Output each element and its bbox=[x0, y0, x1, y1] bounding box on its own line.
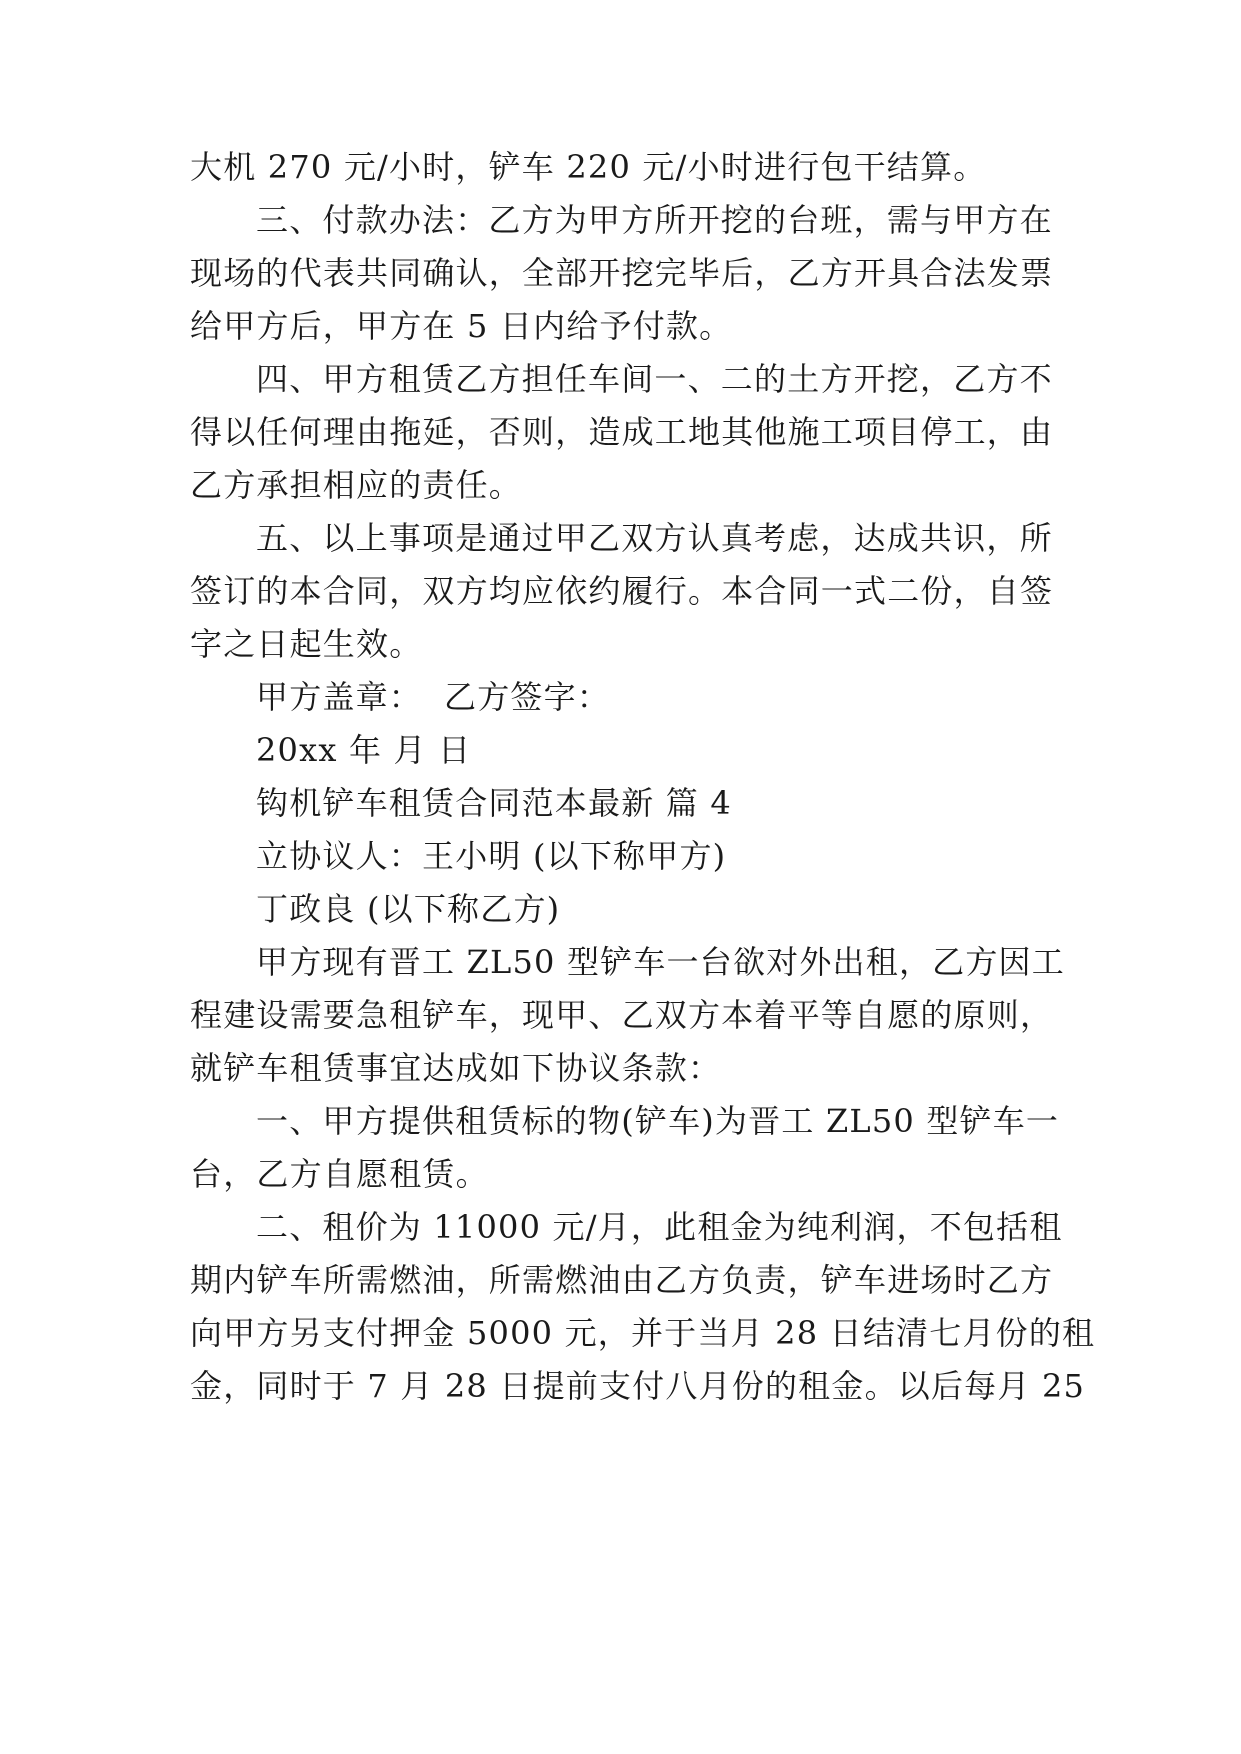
party-b-signature-label: 乙方签字： bbox=[444, 678, 611, 716]
party-a-line: 立协议人：王小明 (以下称甲方) bbox=[256, 837, 727, 875]
clause-4-heading-line: 四、甲方租赁乙方担任车间一、二的土方开挖，乙方不 bbox=[256, 360, 1053, 398]
clause-5-heading-line: 五、以上事项是通过甲乙双方认真考虑，达成共识，所 bbox=[256, 519, 1053, 557]
signature-line bbox=[256, 667, 1136, 727]
party-b-line: 丁政良 (以下称乙方) bbox=[256, 890, 561, 928]
paragraph-line: 金，同时于 7 月 28 日提前支付八月份的租金。以后每月 25 bbox=[190, 1367, 1086, 1405]
clause-3-heading-line: 三、付款办法：乙方为甲方所开挖的台班，需与甲方在 bbox=[256, 201, 1053, 239]
paragraph-line: 甲方现有晋工 ZL50 型铲车一台欲对外出租，乙方因工 bbox=[256, 943, 1065, 981]
paragraph-line: 大机 270 元/小时，铲车 220 元/小时进行包干结算。 bbox=[190, 148, 987, 186]
paragraph-line: 得以任何理由拖延，否则，造成工地其他施工项目停工，由 bbox=[190, 413, 1054, 451]
clause-2-heading-line: 二、租价为 11000 元/月，此租金为纯利润，不包括租 bbox=[256, 1208, 1063, 1246]
paragraph-line: 乙方承担相应的责任。 bbox=[190, 466, 523, 504]
paragraph-line: 期内铲车所需燃油，所需燃油由乙方负责，铲车进场时乙方 bbox=[190, 1261, 1054, 1299]
paragraph-line: 给甲方后，甲方在 5 日内给予付款。 bbox=[190, 307, 733, 345]
date-line: 20xx 年 月 日 bbox=[256, 731, 472, 769]
section-title: 钩机铲车租赁合同范本最新 篇 4 bbox=[256, 784, 732, 822]
clause-1-heading-line: 一、甲方提供租赁标的物(铲车)为晋工 ZL50 型铲车一 bbox=[256, 1102, 1060, 1140]
party-a-seal-label: 甲方盖章： bbox=[256, 678, 423, 716]
paragraph-line: 字之日起生效。 bbox=[190, 625, 423, 663]
paragraph-line: 签订的本合同，双方均应依约履行。本合同一式二份，自签 bbox=[190, 572, 1054, 610]
paragraph-line: 程建设需要急租铲车，现甲、乙双方本着平等自愿的原则， bbox=[190, 996, 1054, 1034]
paragraph-line: 现场的代表共同确认，全部开挖完毕后，乙方开具合法发票 bbox=[190, 254, 1054, 292]
paragraph-line: 向甲方另支付押金 5000 元，并于当月 28 日结清七月份的租 bbox=[190, 1314, 1096, 1352]
paragraph-line: 就铲车租赁事宜达成如下协议条款： bbox=[190, 1049, 722, 1087]
paragraph-line: 台，乙方自愿租赁。 bbox=[190, 1155, 489, 1193]
